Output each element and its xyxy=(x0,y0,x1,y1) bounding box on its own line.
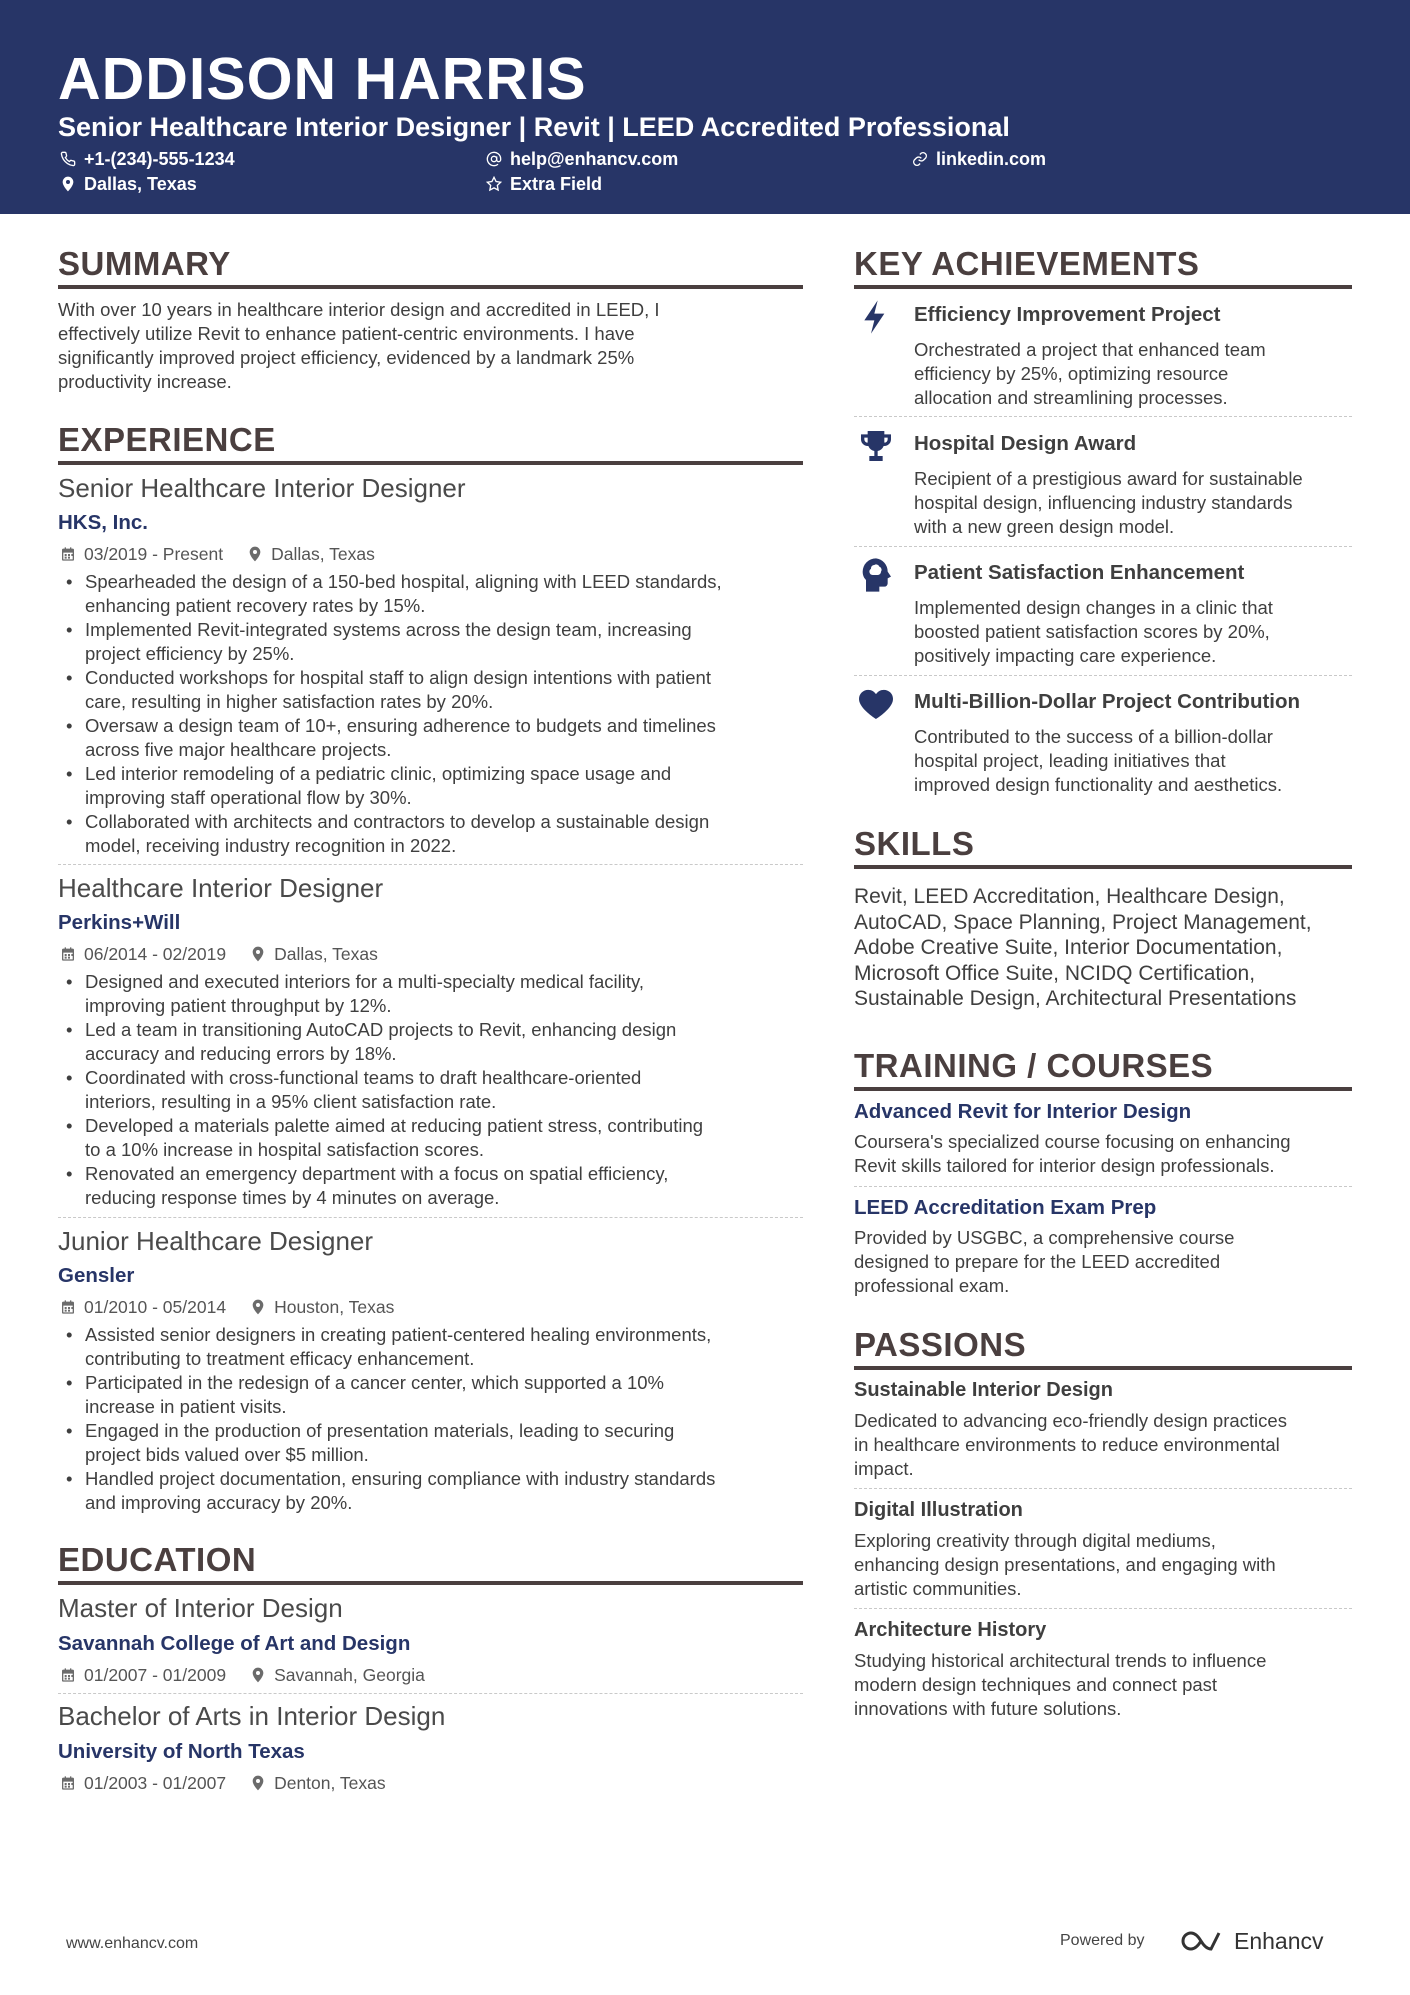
training-heading: TRAINING / COURSES xyxy=(854,1047,1214,1084)
passion-description: Exploring creativity through digital mediums, enhancing design presentations, and engaging with artistic communities. xyxy=(854,1530,1276,1599)
contact-linkedin-text: linkedin.com xyxy=(936,149,1047,169)
divider xyxy=(58,1217,803,1218)
contact-phone[interactable] xyxy=(60,147,235,171)
skills-line: Revit, LEED Accreditation, Healthcare Design, xyxy=(854,885,1285,908)
achievement-title: Efficiency Improvement Project xyxy=(914,303,1221,326)
course-description: Provided by USGBC, a comprehensive course designed to prepare for the LEED accredited professional exam. xyxy=(854,1227,1235,1296)
education-dates: 01/2007 - 01/2009 xyxy=(84,1665,227,1685)
skills-line: AutoCAD, Space Planning, Project Management, xyxy=(854,910,1312,934)
map-pin-icon xyxy=(250,946,266,962)
job-location: Dallas, Texas xyxy=(271,544,375,564)
bullet-item: • Led interior remodeling of a pediatric clinic, optimizing space usage and improving staff operational flow by 30%. xyxy=(58,762,818,810)
contact-email-text: help@enhancv.com xyxy=(510,149,679,169)
footer-website-link[interactable]: www.enhancv.com xyxy=(66,1935,199,1952)
school-name[interactable]: Savannah College of Art and Design xyxy=(58,1632,411,1655)
divider xyxy=(854,416,1352,417)
education-dates: 01/2003 - 01/2007 xyxy=(84,1773,227,1793)
map-pin-icon xyxy=(250,1775,266,1791)
summary-rule xyxy=(58,285,803,289)
achievements-rule xyxy=(854,285,1352,289)
achievements-heading: KEY ACHIEVEMENTS xyxy=(854,245,1200,282)
candidate-headline: Senior Healthcare Interior Designer | Revit | LEED Accredited Professional xyxy=(58,112,1010,142)
education-meta xyxy=(60,1772,386,1794)
summary-line: With over 10 years in healthcare interior design and accredited in LEED, I xyxy=(58,299,660,320)
course-title: LEED Accreditation Exam Prep xyxy=(854,1196,1157,1219)
training-rule xyxy=(854,1087,1352,1091)
contact-location-text: Dallas, Texas xyxy=(84,174,197,194)
resume-header xyxy=(0,0,1410,214)
bullet-item: • Oversaw a design team of 10+, ensuring adherence to budgets and timelines across five major healthcare projects. xyxy=(58,714,818,762)
bullet-item: • Participated in the redesign of a cancer center, which supported a 10% increase in patient visits. xyxy=(58,1371,818,1419)
achievement-description: Orchestrated a project that enhanced team efficiency by 25%, optimizing resource allocation and streamlining processes. xyxy=(914,339,1266,408)
job-dates: 03/2019 - Present xyxy=(84,544,224,564)
company-name[interactable]: Gensler xyxy=(58,1264,135,1287)
passion-description: Dedicated to advancing eco-friendly design practices in healthcare environments to reduce environmental impact. xyxy=(854,1410,1287,1479)
link-icon xyxy=(912,151,928,167)
job-meta xyxy=(60,1296,394,1318)
map-pin-icon xyxy=(250,1667,266,1683)
job-meta xyxy=(60,943,378,965)
summary-line: significantly improved project efficiency, evidenced by a landmark 25% xyxy=(58,347,635,368)
calendar-icon xyxy=(60,946,76,962)
map-pin-icon xyxy=(250,1299,266,1315)
bullet-item: • Implemented Revit-integrated systems across the design team, increasing project efficiency by 25%. xyxy=(58,618,818,666)
divider xyxy=(854,1608,1352,1609)
divider xyxy=(854,546,1352,547)
star-icon xyxy=(486,176,502,192)
passion-title: Architecture History xyxy=(854,1619,1047,1641)
calendar-icon xyxy=(60,546,76,562)
education-rule xyxy=(58,1581,803,1585)
contact-linkedin[interactable] xyxy=(912,147,1046,171)
job-bullets xyxy=(58,970,818,1210)
company-name[interactable]: Perkins+Will xyxy=(58,911,181,934)
divider xyxy=(854,675,1352,676)
job-title: Junior Healthcare Designer xyxy=(58,1226,374,1256)
passions-heading: PASSIONS xyxy=(854,1326,1027,1363)
bullet-item: • Conducted workshops for hospital staff to align design intentions with patient care, resulting in higher satisfaction rates by 20%. xyxy=(58,666,818,714)
job-title: Healthcare Interior Designer xyxy=(58,873,384,903)
education-location: Denton, Texas xyxy=(274,1773,386,1793)
education-location: Savannah, Georgia xyxy=(274,1665,425,1685)
bullet-item: • Designed and executed interiors for a multi-specialty medical facility, improving patient throughput by 12%. xyxy=(58,970,818,1018)
trophy-icon xyxy=(856,426,896,466)
achievement-title: Multi-Billion-Dollar Project Contribution xyxy=(914,690,1301,713)
divider xyxy=(854,1488,1352,1489)
enhancv-logo-text: Enhancv xyxy=(1234,1928,1324,1954)
bullet-item: • Coordinated with cross-functional teams to draft healthcare-oriented interiors, resulting in a 95% client satisfaction rate. xyxy=(58,1066,818,1114)
school-name[interactable]: University of North Texas xyxy=(58,1740,305,1763)
divider xyxy=(854,1186,1352,1187)
calendar-icon xyxy=(60,1667,76,1683)
education-meta xyxy=(60,1664,425,1686)
course-description: Coursera's specialized course focusing on enhancing Revit skills tailored for interior design professionals. xyxy=(854,1131,1291,1176)
bullet-item: • Engaged in the production of presentation materials, leading to securing project bids valued over $5 million. xyxy=(58,1419,818,1467)
skills-list xyxy=(854,884,1354,1012)
map-pin-icon xyxy=(60,176,76,192)
job-location: Houston, Texas xyxy=(274,1297,395,1317)
contact-phone-text: +1-(234)-555-1234 xyxy=(84,149,235,169)
summary-line: productivity increase. xyxy=(58,371,232,392)
achievement-title: Hospital Design Award xyxy=(914,432,1137,455)
experience-heading: EXPERIENCE xyxy=(58,421,276,458)
enhancv-logo[interactable] xyxy=(1180,1926,1324,1956)
degree-title: Master of Interior Design xyxy=(58,1593,343,1623)
achievement-description: Contributed to the success of a billion-dollar hospital project, leading initiatives that improved design functionality and aesthetics. xyxy=(914,726,1283,795)
contact-extra-text: Extra Field xyxy=(510,174,603,194)
bullet-item: • Collaborated with architects and contractors to develop a sustainable design model, receiving industry recognition in 2022. xyxy=(58,810,818,858)
passions-rule xyxy=(854,1366,1352,1370)
enhancv-logo-icon xyxy=(1180,1928,1226,1954)
job-title: Senior Healthcare Interior Designer xyxy=(58,473,466,503)
heart-icon xyxy=(856,684,896,724)
job-dates: 01/2010 - 05/2014 xyxy=(84,1297,227,1317)
bullet-item: • Renovated an emergency department with a focus on spatial efficiency, reducing response times by 4 minutes on average. xyxy=(58,1162,818,1210)
summary-text xyxy=(58,298,803,394)
summary-line: effectively utilize Revit to enhance patient-centric environments. I have xyxy=(58,323,635,344)
passion-description: Studying historical architectural trends to influence modern design techniques and connect past innovations with future solutions. xyxy=(854,1650,1267,1719)
job-meta xyxy=(60,543,375,565)
footer-powered-by: Powered by xyxy=(1060,1932,1145,1949)
degree-title: Bachelor of Arts in Interior Design xyxy=(58,1701,446,1731)
company-name[interactable]: HKS, Inc. xyxy=(58,511,148,534)
job-dates: 06/2014 - 02/2019 xyxy=(84,944,227,964)
map-pin-icon xyxy=(247,546,263,562)
calendar-icon xyxy=(60,1299,76,1315)
bullet-item: • Led a team in transitioning AutoCAD projects to Revit, enhancing design accuracy and reducing errors by 18%. xyxy=(58,1018,818,1066)
contact-extra xyxy=(486,172,602,196)
contact-email[interactable] xyxy=(486,147,678,171)
achievement-description: Implemented design changes in a clinic that boosted patient satisfaction scores by 20%, positively impacting care experience. xyxy=(914,597,1273,666)
summary-heading: SUMMARY xyxy=(58,245,231,282)
job-location: Dallas, Texas xyxy=(274,944,378,964)
lightning-bolt-icon xyxy=(856,297,896,337)
divider xyxy=(58,1693,803,1694)
calendar-icon xyxy=(60,1775,76,1791)
job-bullets xyxy=(58,1323,818,1515)
passion-title: Sustainable Interior Design xyxy=(854,1379,1113,1401)
head-brain-icon xyxy=(856,555,896,595)
job-bullets xyxy=(58,570,818,858)
divider xyxy=(58,864,803,865)
course-title: Advanced Revit for Interior Design xyxy=(854,1100,1192,1123)
bullet-item: • Assisted senior designers in creating patient-centered healing environments, contributing to treatment efficacy enhancement. xyxy=(58,1323,818,1371)
bullet-item: • Spearheaded the design of a 150-bed hospital, aligning with LEED standards, enhancing patient recovery rates by 15%. xyxy=(58,570,818,618)
contact-location xyxy=(60,172,197,196)
achievement-title: Patient Satisfaction Enhancement xyxy=(914,561,1245,584)
skills-heading: SKILLS xyxy=(854,825,975,862)
bullet-item: • Handled project documentation, ensuring compliance with industry standards and improving accuracy by 20%. xyxy=(58,1467,818,1515)
candidate-name: ADDISON HARRIS xyxy=(58,46,587,112)
skills-line: Sustainable Design, Architectural Presentations xyxy=(854,987,1297,1010)
at-sign-icon xyxy=(486,151,502,167)
skills-rule xyxy=(854,865,1352,869)
skills-line: Microsoft Office Suite, NCIDQ Certification, xyxy=(854,961,1256,985)
education-heading: EDUCATION xyxy=(58,1541,257,1578)
skills-line: Adobe Creative Suite, Interior Documentation, xyxy=(854,936,1283,959)
bullet-item: • Developed a materials palette aimed at reducing patient stress, contributing to a 10% increase in hospital satisfaction scores. xyxy=(58,1114,818,1162)
experience-rule xyxy=(58,461,803,465)
achievement-description: Recipient of a prestigious award for sustainable hospital design, influencing industry standards with a new green design model. xyxy=(914,468,1303,537)
phone-icon xyxy=(60,151,76,167)
passion-title: Digital Illustration xyxy=(854,1499,1023,1521)
